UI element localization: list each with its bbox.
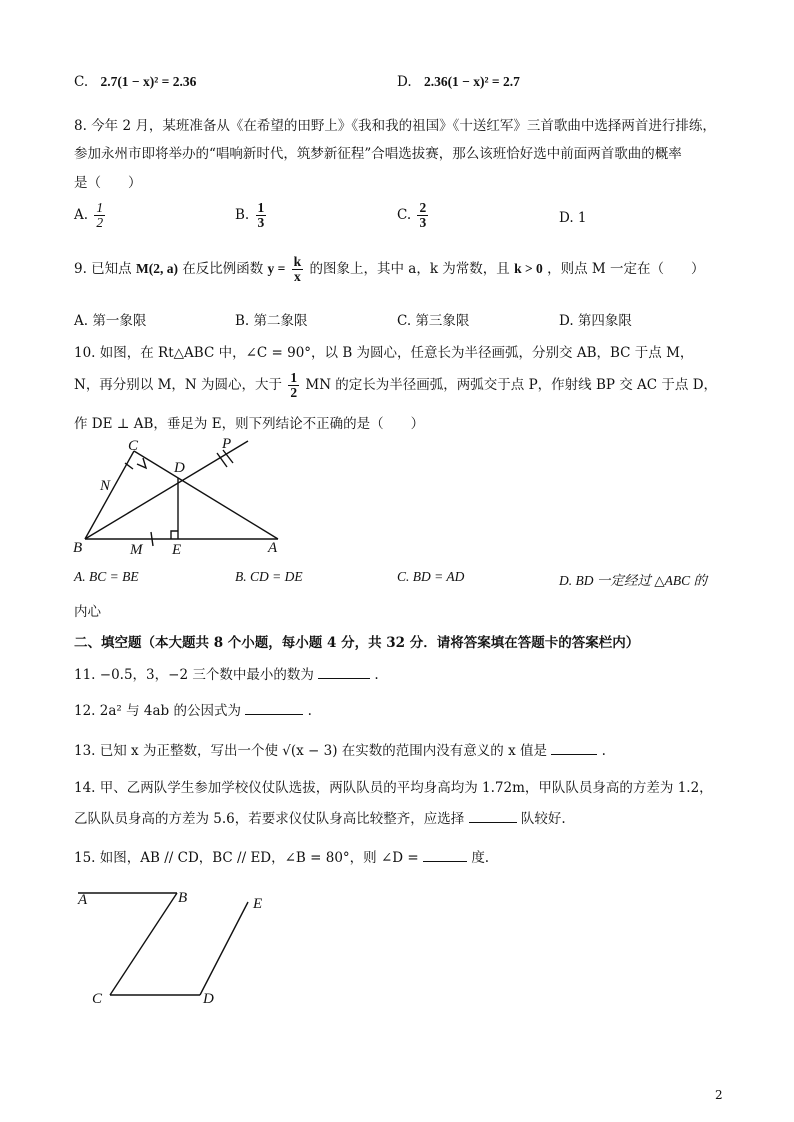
q9-stem — [74, 255, 705, 284]
q8-line3: 是（ ） — [74, 175, 142, 191]
label-b: B — [178, 890, 188, 906]
fraction — [292, 255, 304, 284]
q9-point: M(2, a) — [135, 261, 178, 277]
q9-option-d: D. 第四象限 — [559, 313, 632, 329]
segment-bc — [110, 893, 177, 995]
fraction-den: x — [294, 269, 301, 285]
q9-text: 9. 已知点 — [74, 261, 132, 278]
option-label: D. — [397, 74, 412, 90]
q12 — [74, 699, 312, 719]
q14-text: 队较好. — [520, 811, 566, 827]
fraction-num: 1 — [96, 200, 104, 215]
q10-option-d-cont: 内心 — [74, 604, 101, 620]
q8-option-c — [397, 201, 430, 230]
segment-de — [200, 902, 248, 995]
label-d: D — [174, 460, 185, 476]
q15 — [74, 846, 489, 866]
q12-text: 12. 2a² 与 4ab 的公因式为 — [74, 703, 241, 719]
label-e: E — [172, 542, 182, 558]
q10-option-a: A. BC = BE — [74, 569, 139, 584]
q15-end: 度. — [471, 850, 490, 866]
label-n: N — [100, 478, 111, 494]
answer-blank[interactable] — [318, 666, 370, 679]
q9-condition: k > 0 — [514, 261, 543, 277]
answer-blank[interactable] — [245, 702, 303, 715]
fraction-num: 1 — [257, 200, 265, 215]
q11 — [74, 663, 379, 683]
fraction — [94, 201, 105, 230]
fraction — [288, 371, 299, 400]
q13 — [74, 739, 606, 759]
q10-option-c: C. BD = AD — [397, 569, 465, 584]
q13-end: . — [601, 743, 606, 759]
q8-option-a — [74, 201, 107, 230]
q10-line3: 作 DE ⊥ AB，垂足为 E，则下列结论不正确的是（ ） — [74, 416, 425, 432]
q9-option-c: C. 第三象限 — [397, 313, 470, 329]
q15-text: 15. 如图，AB // CD，BC // ED，∠B = 80°，则 ∠D = — [74, 850, 419, 866]
label-m: M — [130, 542, 143, 558]
option-label: C. — [397, 207, 412, 224]
q7-option-d — [397, 74, 520, 90]
q9-text: 在反比例函数 — [182, 261, 264, 278]
fraction-den: 3 — [257, 215, 265, 231]
fraction-num: 2 — [419, 200, 427, 215]
answer-blank[interactable] — [551, 742, 597, 755]
label-a: A — [78, 892, 88, 908]
segment-ca — [134, 451, 278, 539]
label-a: A — [268, 540, 278, 556]
q9-option-a: A. 第一象限 — [74, 313, 147, 329]
label-b: B — [73, 540, 83, 556]
fraction — [256, 201, 267, 230]
q10-option-d: D. BD 一定经过 △ABC 的 — [559, 573, 707, 588]
answer-blank[interactable] — [469, 810, 517, 823]
q9-text: ，则点 M 一定在（ ） — [547, 261, 705, 278]
q7-option-c-expr: 2.7(1 − x)² = 2.36 — [100, 74, 197, 89]
fraction-den: 2 — [96, 215, 104, 231]
arc-mark-m — [151, 532, 153, 546]
fraction-num: k — [293, 254, 302, 269]
q10-option-b: B. CD = DE — [235, 569, 303, 584]
q14-line1: 14. 甲、乙两队学生参加学校仪仗队选拔，两队队员的平均身高均为 1.72m，甲队队员身高的方差为 1.2， — [74, 780, 713, 796]
page-number: 2 — [715, 1088, 723, 1102]
q7-option-c — [74, 74, 196, 90]
q8-line1: 8. 今年 2 月，某班准备从《在希望的田野上》《我和我的祖国》《十送红军》三首歌曲中选择两首进行排练， — [74, 118, 716, 134]
q11-end: . — [374, 667, 379, 683]
answer-blank[interactable] — [423, 849, 467, 862]
label-c: C — [128, 438, 139, 454]
q10-triangle-figure — [70, 436, 300, 560]
q13-text: 13. 已知 x 为正整数，写出一个使 √(x − 3) 在实数的范围内没有意义的 x 值是 — [74, 743, 547, 759]
q15-parallel-figure — [70, 880, 280, 1010]
option-label: A. — [74, 207, 89, 224]
q14-line2 — [74, 807, 566, 827]
fraction — [417, 201, 428, 230]
q8-line2: 参加永州市即将举办的“唱响新时代，筑梦新征程”合唱选拔赛，那么该班恰好选中前面两首歌曲的概率 — [74, 146, 682, 162]
q14-text: 乙队队员身高的方差为 5.6，若要求仪仗队身高比较整齐，应选择 — [74, 811, 465, 827]
label-c: C — [92, 991, 103, 1007]
q7-option-d-expr: 2.36(1 − x)² = 2.7 — [423, 74, 520, 89]
label-d: D — [203, 991, 214, 1007]
q9-option-b: B. 第二象限 — [235, 313, 308, 329]
q9-func: y = — [267, 261, 286, 277]
label-e: E — [253, 896, 263, 912]
q8-option-b — [235, 201, 268, 230]
q9-text: 的图象上，其中 a，k 为常数，且 — [309, 261, 510, 278]
option-label: C. — [74, 74, 89, 90]
q10-text: MN 的定长为半径画弧，两弧交于点 P，作射线 BP 交 AC 于点 D， — [305, 377, 718, 394]
fraction-den: 3 — [419, 215, 427, 231]
q10-line1: 10. 如图，在 Rt△ABC 中，∠C = 90°，以 B 为圆心，任意长为半径画弧，分别交 AB，BC 于点 M， — [74, 345, 694, 361]
fraction-num: 1 — [290, 370, 298, 385]
q10-line2 — [74, 371, 717, 400]
section-title: 二、填空题（本大题共 8 个小题，每小题 4 分，共 32 分．请将答案填在答题卡的答案栏内） — [74, 635, 640, 651]
q8-option-d: D. 1 — [559, 210, 587, 226]
q11-text: 11. −0.5，3，−2 三个数中最小的数为 — [74, 667, 314, 683]
q12-end: . — [307, 703, 312, 719]
fraction-den: 2 — [290, 385, 298, 401]
right-angle-c — [137, 458, 146, 468]
label-p: P — [222, 436, 232, 452]
option-label: B. — [235, 207, 250, 224]
q10-text: N，再分别以 M，N 为圆心，大于 — [74, 377, 283, 394]
right-angle-e — [171, 531, 178, 539]
